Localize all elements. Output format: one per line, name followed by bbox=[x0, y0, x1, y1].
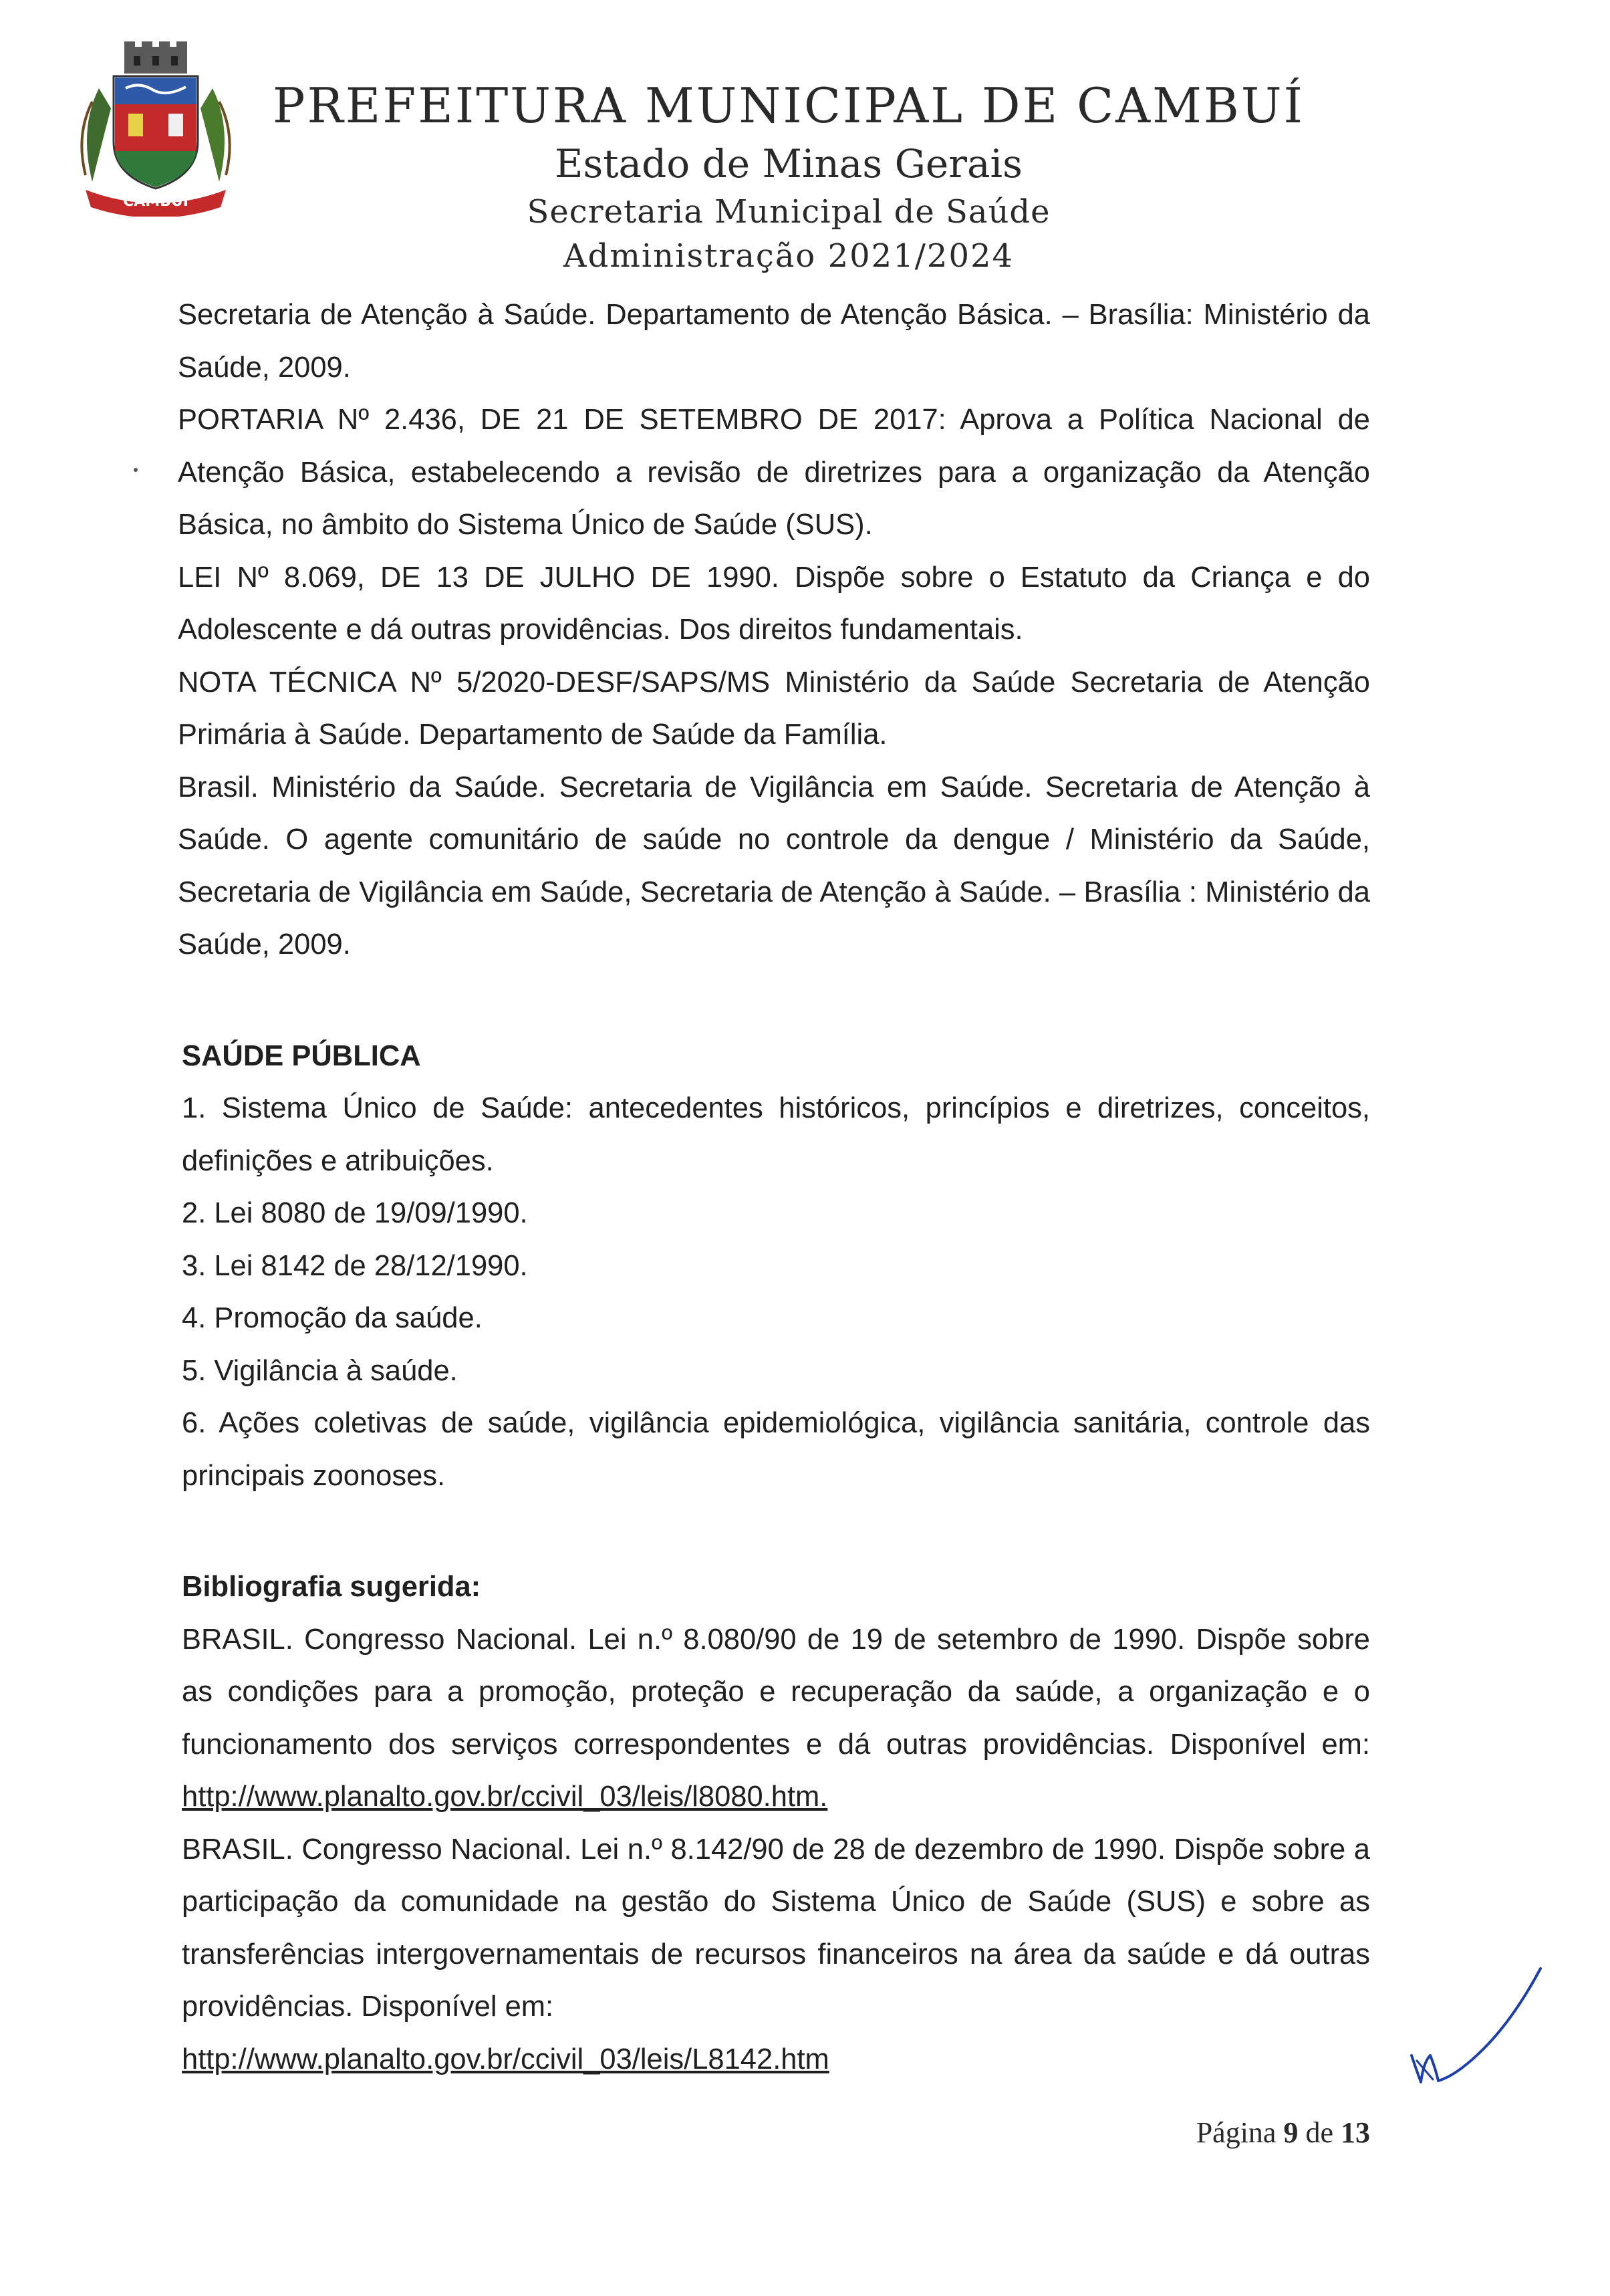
state-name: Estado de Minas Gerais bbox=[555, 141, 1023, 186]
bibliography-entry bbox=[182, 1614, 1370, 1823]
total-pages: 13 bbox=[1341, 2116, 1370, 2149]
page-word: Página bbox=[1196, 2116, 1277, 2149]
reference-item: NOTA TÉCNICA Nº 5/2020-DESF/SAPS/MS Ministério da Saúde Secretaria de Atenção Primária à Saúde. Departamento de Saúde da Família. bbox=[178, 666, 1370, 751]
crest-ribbon-text: CAMBUÍ bbox=[123, 193, 188, 210]
municipality-title: PREFEITURA MUNICIPAL DE CAMBUÍ bbox=[273, 78, 1305, 134]
reference-item: PORTARIA Nº 2.436, DE 21 DE SETEMBRO DE 2017: Aprova a Política Nacional de Atenção Básica, estabelecendo a revisão de diretrizes para a organização da Atenção Básica, no âmbito do Sistema Único de Saúde (SUS). bbox=[178, 404, 1370, 541]
bibliography-heading: Bibliografia sugerida: bbox=[182, 1571, 481, 1603]
reference-item: Secretaria de Atenção à Saúde. Departamento de Atenção Básica. – Brasília: Ministério da Saúde, 2009. bbox=[178, 299, 1370, 384]
section-heading: SAÚDE PÚBLICA bbox=[182, 1039, 421, 1072]
references-list bbox=[178, 289, 1370, 971]
letterhead bbox=[254, 74, 1323, 278]
bibliography-entry-text: BRASIL. Congresso Nacional. Lei n.º 8.080/90 de 19 de setembro de 1990. Dispõe sobre as condições para a promoção, proteção e recuperação da saúde, a organização e o funcionamento dos serviços correspondentes e dá outras providências. Disponível em: bbox=[182, 1623, 1370, 1761]
administration-period: Administração 2021/2024 bbox=[563, 237, 1015, 275]
bibliography-entry bbox=[182, 1823, 1370, 2033]
topic-item: 5. Vigilância à saúde. bbox=[182, 1354, 458, 1387]
page-number-footer bbox=[1150, 2116, 1370, 2150]
bibliography-entry-link-line bbox=[182, 2033, 1370, 2086]
bibliography-entry-text: BRASIL. Congresso Nacional. Lei n.º 8.142/90 de 28 de dezembro de 1990. Dispõe sobre a participação da comunidade na gestão do Sistema Único de Saúde (SUS) e sobre as transferências intergovernamentais de recursos financeiros na área da saúde e dá outras providências. Disponível em: bbox=[182, 1833, 1370, 2023]
bibliography-link[interactable]: http://www.planalto.gov.br/ccivil_03/leis/l8080.htm. bbox=[182, 1781, 828, 1813]
topic-item: 3. Lei 8142 de 28/12/1990. bbox=[182, 1249, 528, 1282]
topic-item: 6. Ações coletivas de saúde, vigilância epidemiológica, vigilância sanitária, controle das principais zoonoses. bbox=[182, 1407, 1370, 1492]
stray-dot-mark bbox=[134, 468, 138, 472]
reference-item: Brasil. Ministério da Saúde. Secretaria de Vigilância em Saúde. Secretaria de Atenção à Saúde. O agente comunitário de saúde no controle da dengue / Ministério da Saúde, Secretaria de Vigilância em Saúde, Secretaria de Atenção à Saúde. – Brasília : Ministério da Saúde, 2009. bbox=[178, 771, 1370, 961]
topic-item: 1. Sistema Único de Saúde: antecedentes históricos, princípios e diretrizes, conceitos, definições e atribuições. bbox=[182, 1092, 1370, 1177]
topic-item: 2. Lei 8080 de 19/09/1990. bbox=[182, 1197, 528, 1229]
current-page: 9 bbox=[1283, 2116, 1299, 2149]
bibliography-list bbox=[178, 1614, 1370, 2086]
document-body bbox=[178, 289, 1370, 2085]
topic-list bbox=[178, 1082, 1370, 1502]
of-word: de bbox=[1305, 2116, 1333, 2149]
secretariat-name: Secretaria Municipal de Saúde bbox=[527, 193, 1051, 231]
municipal-crest-logo bbox=[72, 41, 239, 217]
bibliography-link[interactable]: http://www.planalto.gov.br/ccivil_03/leis/L8142.htm bbox=[182, 2043, 829, 2075]
handwritten-initial-signature bbox=[1403, 1955, 1551, 2089]
topic-item: 4. Promoção da saúde. bbox=[182, 1302, 483, 1334]
reference-item: LEI Nº 8.069, DE 13 DE JULHO DE 1990. Dispõe sobre o Estatuto da Criança e do Adolescente e dá outras providências. Dos direitos fundamentais. bbox=[178, 561, 1370, 646]
